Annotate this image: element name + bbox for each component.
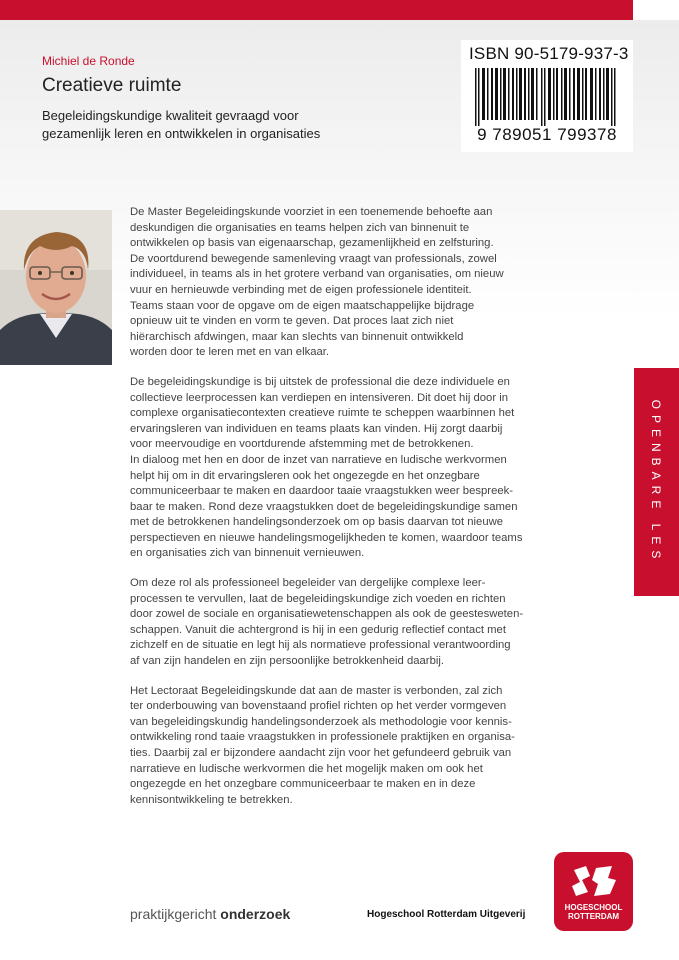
author-name: Michiel de Ronde (42, 54, 135, 68)
author-photo (0, 210, 112, 365)
paragraph: Het Lectoraat Begeleidingskunde dat aan de master is verbonden, zal zich ter onderbouwing van bovenstaand profiel richten op het verder vormgeven van begeleidingskundig handelingsonderzoek als methodologie voor kennis- ontwikkeling rond taaie vraagstukken in professionele praktijken en organisa- ties. Daarbij zal er bijzondere aandacht zijn voor het gefundeerd gebruik van narratieve en ludische werkvormen die het mogelijk maken om ook het ongezegde en het onzegbare communiceerbaar te maken en in deze kennisontwikkeling te betrekken. (130, 684, 515, 806)
isbn-barcode (461, 40, 633, 152)
side-tab-label: OPENBARE LES (649, 399, 663, 565)
paragraph: De Master Begeleidingskunde voorziet in een toenemende behoefte aan deskundigen die organisaties en teams helpen zich van binnenuit te ontwikkelen op basis van eigenaarschap, gezamenlijkheid en zelfsturing. De voortdurend bewegende samenleving vraagt van professionals, zowel individueel, in teams als in het grotere verband van organisaties, om nieuw vuur en hernieuwde verbinding met de eigen professionele identiteit. Teams staan voor de opgave om de eigen maatschappelijke bijdrage opnieuw uit te vinden en vorm te geven. Dat proces laat zich niet hiërarchisch afdwingen, maar kan slechts van binnenuit ontwikkeld worden door te leren met en van elkaar. (130, 206, 504, 359)
publisher-name: Hogeschool Rotterdam Uitgeverij (367, 909, 526, 920)
barcode-icon (475, 68, 620, 126)
paragraph: Om deze rol als professioneel begeleider van dergelijke complexe leer- processen te vervullen, laat de begeleidingskundige zich voeden en richten door zowel de sociale en organisatiewetenschappen als ook de geestesweten- schappen. Vanuit die achtergrond is hij in een gedurig reflectief contact met zichzelf en de situatie en legt hij als normatieve professional verantwoording af van zijn handelen en zijn persoonlijke betrokkenheid daarbij. (130, 577, 524, 668)
series-name (130, 906, 290, 922)
hogeschool-rotterdam-logo (554, 852, 633, 931)
back-cover-text (130, 205, 560, 822)
openbare-les-tab (634, 368, 679, 596)
book-subtitle: Begeleidingskundige kwaliteit gevraagd voor gezamenlijk leren en ontwikkelen in organisaties (42, 108, 321, 141)
series-light: praktijkgericht (130, 906, 221, 922)
logo-text: HOGESCHOOL ROTTERDAM (564, 903, 623, 921)
isbn-label: ISBN 90-5179-937-3 (469, 44, 629, 63)
book-title: Creatieve ruimte (42, 75, 182, 96)
top-accent-bar (0, 0, 633, 20)
isbn-number: 9 789051 799378 (477, 125, 617, 144)
paragraph: De begeleidingskundige is bij uitstek de professional die deze individuele en collectieve leerprocessen kan verdiepen en intensiveren. Dit doet hij door in complexe organisatiecontexten creatieve ruimte te scheppen waarbinnen het ervaringsleren van individuen en teams plaats kan vinden. Hij zorgt daarbij voor meervoudige en voortdurende afstemming met de betrokkenen. In dialoog met hen en door de inzet van narratieve en ludische werkvormen helpt hij om in dit ervaringsleren ook het ongezegde en het onzegbare communiceerbaar te maken en daardoor taaie vraagstukken weer bespreek- baar te maken. Rond deze vraagstukken doet de begeleidingskundige samen met de betrokkenen handelingsonderzoek om op basis daarvan tot nieuwe perspectieven en nieuwe handelingsmogelijkheden te komen, waardoor teams en organisaties zich van binnenuit vernieuwen. (130, 375, 523, 560)
series-bold: onderzoek (220, 906, 291, 922)
logo-mark-icon (554, 856, 633, 906)
